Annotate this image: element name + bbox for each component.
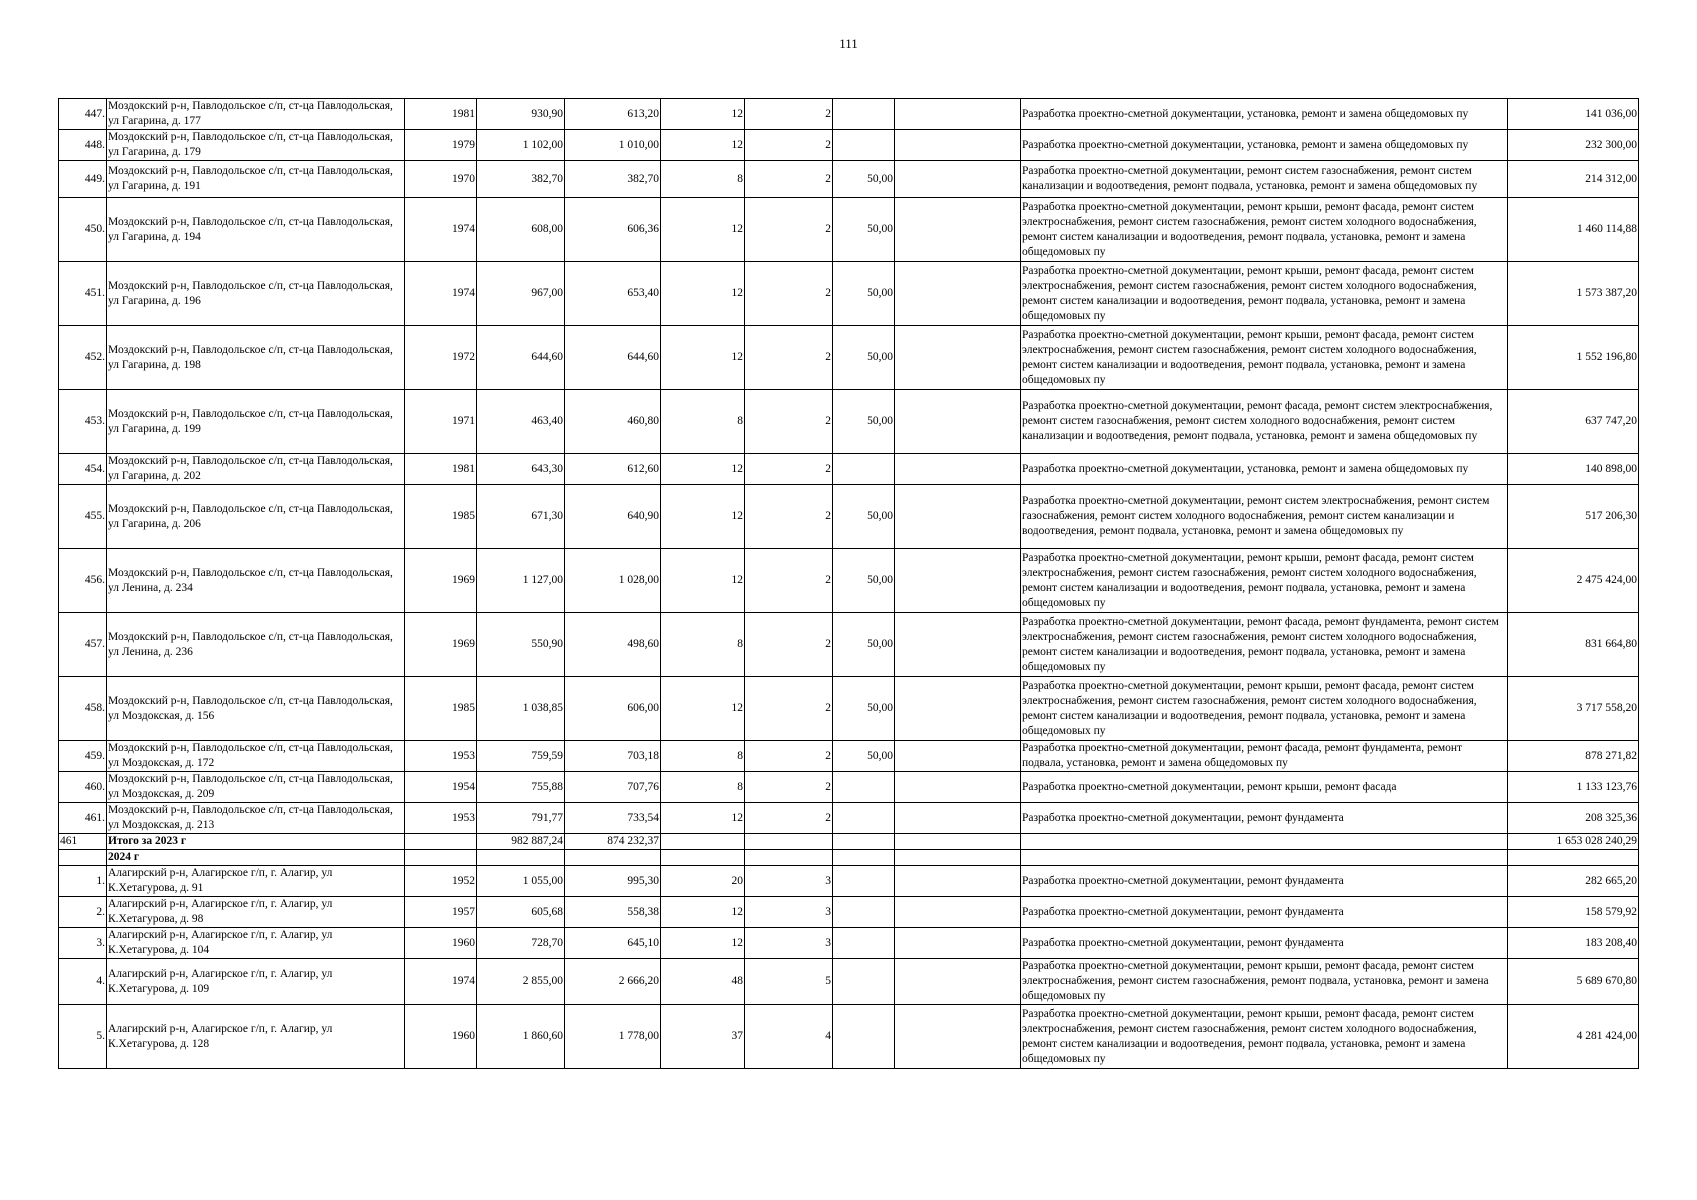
work-types: Разработка проектно-сметной документации, установка, ремонт и замена общедомовых пу — [1021, 130, 1508, 161]
percent-value: 50,00 — [833, 741, 895, 772]
year-built: 1979 — [405, 130, 477, 161]
total-area: 1 055,00 — [477, 866, 565, 897]
apartments-count: 12 — [661, 485, 745, 549]
apartments-count: 8 — [661, 772, 745, 803]
floors-count: 2 — [745, 772, 833, 803]
table-row — [59, 772, 1639, 803]
total-area: 382,70 — [477, 161, 565, 198]
cost-value: 208 325,36 — [1508, 803, 1639, 834]
table-row — [59, 866, 1639, 897]
address: Алагирский р-н, Алагирское г/п, г. Алагир, ул К.Хетагурова, д. 104 — [107, 928, 405, 959]
row-index: 453. — [59, 390, 107, 454]
total-area: 463,40 — [477, 390, 565, 454]
living-area: 498,60 — [565, 613, 661, 677]
percent-value — [833, 850, 895, 866]
year-header-row — [59, 850, 1639, 866]
table-row — [59, 741, 1639, 772]
cost-value: 158 579,92 — [1508, 897, 1639, 928]
work-types: Разработка проектно-сметной документации, установка, ремонт и замена общедомовых пу — [1021, 454, 1508, 485]
year-built: 1981 — [405, 454, 477, 485]
row-index — [59, 850, 107, 866]
percent-value: 50,00 — [833, 485, 895, 549]
apartments-count: 12 — [661, 549, 745, 613]
year-built: 1971 — [405, 390, 477, 454]
work-types — [1021, 834, 1508, 850]
living-area: 2 666,20 — [565, 959, 661, 1005]
work-types: Разработка проектно-сметной документации, ремонт фасада, ремонт фундамента, ремонт систем электроснабжения, ремонт систем газоснабжения, ремонт систем холодного водоснабжения, ремонт систем канализации и водоотведения, ремонт подвала, установка, ремонт и замена общедомовых пу — [1021, 613, 1508, 677]
apartments-count — [661, 850, 745, 866]
cost-value: 4 281 424,00 — [1508, 1005, 1639, 1069]
row-index: 454. — [59, 454, 107, 485]
floors-count: 2 — [745, 803, 833, 834]
apartments-count: 8 — [661, 390, 745, 454]
address: Моздокский р-н, Павлодольское с/п, ст-ца Павлодольская, ул Моздокская, д. 172 — [107, 741, 405, 772]
empty-cell — [895, 741, 1021, 772]
year-built: 1972 — [405, 326, 477, 390]
work-types — [1021, 850, 1508, 866]
floors-count: 3 — [745, 928, 833, 959]
address: Моздокский р-н, Павлодольское с/п, ст-ца Павлодольская, ул Гагарина, д. 198 — [107, 326, 405, 390]
table-row — [59, 677, 1639, 741]
living-area: 1 028,00 — [565, 549, 661, 613]
total-area: 605,68 — [477, 897, 565, 928]
total-row — [59, 834, 1639, 850]
cost-value: 282 665,20 — [1508, 866, 1639, 897]
work-types: Разработка проектно-сметной документации, ремонт систем электроснабжения, ремонт систем газоснабжения, ремонт систем холодного водоснабжения, ремонт систем канализации и водоотведения, ремонт подвала, установка, ремонт и замена общедомовых пу — [1021, 485, 1508, 549]
percent-value: 50,00 — [833, 326, 895, 390]
work-types: Разработка проектно-сметной документации, ремонт фундамента — [1021, 803, 1508, 834]
row-index: 448. — [59, 130, 107, 161]
percent-value: 50,00 — [833, 161, 895, 198]
address: Моздокский р-н, Павлодольское с/п, ст-ца Павлодольская, ул Гагарина, д. 202 — [107, 454, 405, 485]
row-index: 458. — [59, 677, 107, 741]
table-row — [59, 390, 1639, 454]
living-area: 707,76 — [565, 772, 661, 803]
apartments-count: 48 — [661, 959, 745, 1005]
year-built: 1969 — [405, 549, 477, 613]
total-area: 759,59 — [477, 741, 565, 772]
table-row — [59, 1005, 1639, 1069]
floors-count: 3 — [745, 866, 833, 897]
apartments-count: 12 — [661, 262, 745, 326]
year-built — [405, 850, 477, 866]
empty-cell — [895, 866, 1021, 897]
floors-count: 4 — [745, 1005, 833, 1069]
percent-value — [833, 866, 895, 897]
floors-count — [745, 850, 833, 866]
table-row — [59, 928, 1639, 959]
work-types: Разработка проектно-сметной документации, ремонт крыши, ремонт фасада, ремонт систем электроснабжения, ремонт систем газоснабжения, ремонт систем холодного водоснабжения, ремонт систем канализации и водоотведения, ремонт подвала, установка, ремонт и замена общедомовых пу — [1021, 677, 1508, 741]
empty-cell — [895, 834, 1021, 850]
cost-value: 2 475 424,00 — [1508, 549, 1639, 613]
empty-cell — [895, 959, 1021, 1005]
empty-cell — [895, 677, 1021, 741]
apartments-count — [661, 834, 745, 850]
empty-cell — [895, 850, 1021, 866]
floors-count: 5 — [745, 959, 833, 1005]
floors-count — [745, 834, 833, 850]
work-types: Разработка проектно-сметной документации, ремонт фасада, ремонт систем электроснабжения, ремонт систем газоснабжения, ремонт систем холодного водоснабжения, ремонт систем канализации и водоотведения, ремонт подвала, установка, ремонт и замена общедомовых пу — [1021, 390, 1508, 454]
year-built: 1953 — [405, 741, 477, 772]
work-types: Разработка проектно-сметной документации, ремонт фундамента — [1021, 897, 1508, 928]
work-types: Разработка проектно-сметной документации, ремонт крыши, ремонт фасада, ремонт систем электроснабжения, ремонт систем газоснабжения, ремонт систем холодного водоснабжения, ремонт систем канализации и водоотведения, ремонт подвала, установка, ремонт и замена общедомовых пу — [1021, 262, 1508, 326]
work-types: Разработка проектно-сметной документации, установка, ремонт и замена общедомовых пу — [1021, 99, 1508, 130]
repair-program-table — [58, 98, 1639, 1069]
percent-value — [833, 99, 895, 130]
cost-value: 1 653 028 240,29 — [1508, 834, 1639, 850]
table-row — [59, 161, 1639, 198]
table-row — [59, 897, 1639, 928]
empty-cell — [895, 390, 1021, 454]
total-area: 644,60 — [477, 326, 565, 390]
row-index: 459. — [59, 741, 107, 772]
total-area: 1 860,60 — [477, 1005, 565, 1069]
work-types: Разработка проектно-сметной документации, ремонт крыши, ремонт фасада — [1021, 772, 1508, 803]
percent-value — [833, 772, 895, 803]
apartments-count: 12 — [661, 803, 745, 834]
empty-cell — [895, 803, 1021, 834]
total-area: 982 887,24 — [477, 834, 565, 850]
table-row — [59, 99, 1639, 130]
cost-value: 831 664,80 — [1508, 613, 1639, 677]
year-built: 1970 — [405, 161, 477, 198]
living-area: 645,10 — [565, 928, 661, 959]
address: 2024 г — [107, 850, 405, 866]
percent-value: 50,00 — [833, 613, 895, 677]
floors-count: 2 — [745, 198, 833, 262]
cost-value: 140 898,00 — [1508, 454, 1639, 485]
year-built: 1957 — [405, 897, 477, 928]
year-built: 1974 — [405, 262, 477, 326]
percent-value — [833, 834, 895, 850]
floors-count: 2 — [745, 677, 833, 741]
address: Моздокский р-н, Павлодольское с/п, ст-ца Павлодольская, ул Ленина, д. 234 — [107, 549, 405, 613]
empty-cell — [895, 454, 1021, 485]
table-row — [59, 803, 1639, 834]
total-area: 755,88 — [477, 772, 565, 803]
apartments-count: 12 — [661, 198, 745, 262]
apartments-count: 12 — [661, 130, 745, 161]
year-built: 1954 — [405, 772, 477, 803]
floors-count: 2 — [745, 262, 833, 326]
floors-count: 2 — [745, 454, 833, 485]
row-index: 461. — [59, 803, 107, 834]
year-built: 1985 — [405, 677, 477, 741]
percent-value — [833, 1005, 895, 1069]
floors-count: 2 — [745, 485, 833, 549]
work-types: Разработка проектно-сметной документации, ремонт крыши, ремонт фасада, ремонт систем электроснабжения, ремонт систем газоснабжения, ремонт систем холодного водоснабжения, ремонт систем канализации и водоотведения, ремонт подвала, установка, ремонт и замена общедомовых пу — [1021, 326, 1508, 390]
percent-value — [833, 130, 895, 161]
table-row — [59, 326, 1639, 390]
empty-cell — [895, 897, 1021, 928]
table-row — [59, 613, 1639, 677]
cost-value: 1 460 114,88 — [1508, 198, 1639, 262]
address: Моздокский р-н, Павлодольское с/п, ст-ца Павлодольская, ул Моздокская, д. 156 — [107, 677, 405, 741]
row-index: 461 — [59, 834, 107, 850]
address: Итого за 2023 г — [107, 834, 405, 850]
total-area: 1 038,85 — [477, 677, 565, 741]
total-area: 550,90 — [477, 613, 565, 677]
cost-value — [1508, 850, 1639, 866]
empty-cell — [895, 326, 1021, 390]
living-area: 644,60 — [565, 326, 661, 390]
cost-value: 878 271,82 — [1508, 741, 1639, 772]
living-area: 460,80 — [565, 390, 661, 454]
living-area: 995,30 — [565, 866, 661, 897]
work-types: Разработка проектно-сметной документации, ремонт крыши, ремонт фасада, ремонт систем электроснабжения, ремонт систем газоснабжения, ремонт систем холодного водоснабжения, ремонт систем канализации и водоотведения, ремонт подвала, установка, ремонт и замена общедомовых пу — [1021, 198, 1508, 262]
total-area: 1 127,00 — [477, 549, 565, 613]
percent-value — [833, 928, 895, 959]
year-built: 1969 — [405, 613, 477, 677]
cost-value: 3 717 558,20 — [1508, 677, 1639, 741]
empty-cell — [895, 613, 1021, 677]
address: Моздокский р-н, Павлодольское с/п, ст-ца Павлодольская, ул Гагарина, д. 206 — [107, 485, 405, 549]
row-index: 3. — [59, 928, 107, 959]
row-index: 450. — [59, 198, 107, 262]
table-body — [59, 99, 1639, 1069]
row-index: 2. — [59, 897, 107, 928]
cost-value: 1 133 123,76 — [1508, 772, 1639, 803]
apartments-count: 8 — [661, 161, 745, 198]
cost-value: 1 573 387,20 — [1508, 262, 1639, 326]
apartments-count: 20 — [661, 866, 745, 897]
living-area: 1 010,00 — [565, 130, 661, 161]
year-built: 1953 — [405, 803, 477, 834]
cost-value: 517 206,30 — [1508, 485, 1639, 549]
work-types: Разработка проектно-сметной документации, ремонт фундамента — [1021, 866, 1508, 897]
empty-cell — [895, 485, 1021, 549]
year-built: 1985 — [405, 485, 477, 549]
apartments-count: 12 — [661, 99, 745, 130]
work-types: Разработка проектно-сметной документации, ремонт систем газоснабжения, ремонт систем канализации и водоотведения, ремонт подвала, установка, ремонт и замена общедомовых пу — [1021, 161, 1508, 198]
empty-cell — [895, 99, 1021, 130]
total-area: 1 102,00 — [477, 130, 565, 161]
percent-value — [833, 897, 895, 928]
living-area: 558,38 — [565, 897, 661, 928]
empty-cell — [895, 928, 1021, 959]
table-row — [59, 549, 1639, 613]
address: Алагирский р-н, Алагирское г/п, г. Алагир, ул К.Хетагурова, д. 91 — [107, 866, 405, 897]
address: Моздокский р-н, Павлодольское с/п, ст-ца Павлодольская, ул Гагарина, д. 196 — [107, 262, 405, 326]
living-area: 640,90 — [565, 485, 661, 549]
apartments-count: 12 — [661, 326, 745, 390]
cost-value: 214 312,00 — [1508, 161, 1639, 198]
apartments-count: 37 — [661, 1005, 745, 1069]
percent-value: 50,00 — [833, 198, 895, 262]
row-index: 451. — [59, 262, 107, 326]
percent-value — [833, 803, 895, 834]
row-index: 460. — [59, 772, 107, 803]
year-built: 1974 — [405, 198, 477, 262]
living-area: 1 778,00 — [565, 1005, 661, 1069]
floors-count: 2 — [745, 390, 833, 454]
address: Моздокский р-н, Павлодольское с/п, ст-ца Павлодольская, ул Гагарина, д. 179 — [107, 130, 405, 161]
living-area — [565, 850, 661, 866]
work-types: Разработка проектно-сметной документации, ремонт крыши, ремонт фасада, ремонт систем электроснабжения, ремонт систем газоснабжения, ремонт систем холодного водоснабжения, ремонт систем канализации и водоотведения, ремонт подвала, установка, ремонт и замена общедомовых пу — [1021, 549, 1508, 613]
empty-cell — [895, 1005, 1021, 1069]
floors-count: 2 — [745, 549, 833, 613]
year-built: 1960 — [405, 1005, 477, 1069]
floors-count: 2 — [745, 99, 833, 130]
living-area: 606,36 — [565, 198, 661, 262]
table-row — [59, 959, 1639, 1005]
apartments-count: 12 — [661, 897, 745, 928]
empty-cell — [895, 161, 1021, 198]
address: Алагирский р-н, Алагирское г/п, г. Алагир, ул К.Хетагурова, д. 128 — [107, 1005, 405, 1069]
address: Моздокский р-н, Павлодольское с/п, ст-ца Павлодольская, ул Гагарина, д. 191 — [107, 161, 405, 198]
cost-value: 637 747,20 — [1508, 390, 1639, 454]
table-row — [59, 454, 1639, 485]
cost-value: 1 552 196,80 — [1508, 326, 1639, 390]
total-area: 967,00 — [477, 262, 565, 326]
work-types: Разработка проектно-сметной документации, ремонт фундамента — [1021, 928, 1508, 959]
percent-value — [833, 959, 895, 1005]
year-built: 1960 — [405, 928, 477, 959]
work-types: Разработка проектно-сметной документации, ремонт крыши, ремонт фасада, ремонт систем электроснабжения, ремонт систем газоснабжения, ремонт систем холодного водоснабжения, ремонт систем канализации и водоотведения, ремонт подвала, установка, ремонт и замена общедомовых пу — [1021, 1005, 1508, 1069]
table-row — [59, 198, 1639, 262]
total-area: 643,30 — [477, 454, 565, 485]
floors-count: 2 — [745, 130, 833, 161]
living-area: 612,60 — [565, 454, 661, 485]
apartments-count: 8 — [661, 613, 745, 677]
year-built: 1981 — [405, 99, 477, 130]
apartments-count: 12 — [661, 454, 745, 485]
percent-value: 50,00 — [833, 390, 895, 454]
floors-count: 2 — [745, 326, 833, 390]
table-row — [59, 262, 1639, 326]
floors-count: 2 — [745, 613, 833, 677]
address: Моздокский р-н, Павлодольское с/п, ст-ца Павлодольская, ул Моздокская, д. 209 — [107, 772, 405, 803]
row-index: 4. — [59, 959, 107, 1005]
empty-cell — [895, 772, 1021, 803]
address: Алагирский р-н, Алагирское г/п, г. Алагир, ул К.Хетагурова, д. 98 — [107, 897, 405, 928]
year-built: 1952 — [405, 866, 477, 897]
row-index: 449. — [59, 161, 107, 198]
table-row — [59, 130, 1639, 161]
living-area: 703,18 — [565, 741, 661, 772]
living-area: 874 232,37 — [565, 834, 661, 850]
apartments-count: 12 — [661, 928, 745, 959]
living-area: 653,40 — [565, 262, 661, 326]
cost-value: 232 300,00 — [1508, 130, 1639, 161]
address: Моздокский р-н, Павлодольское с/п, ст-ца Павлодольская, ул Ленина, д. 236 — [107, 613, 405, 677]
row-index: 447. — [59, 99, 107, 130]
total-area: 728,70 — [477, 928, 565, 959]
address: Моздокский р-н, Павлодольское с/п, ст-ца Павлодольская, ул Моздокская, д. 213 — [107, 803, 405, 834]
total-area: 608,00 — [477, 198, 565, 262]
floors-count: 3 — [745, 897, 833, 928]
address: Моздокский р-н, Павлодольское с/п, ст-ца Павлодольская, ул Гагарина, д. 199 — [107, 390, 405, 454]
table-row — [59, 485, 1639, 549]
empty-cell — [895, 549, 1021, 613]
row-index: 5. — [59, 1005, 107, 1069]
empty-cell — [895, 130, 1021, 161]
cost-value: 183 208,40 — [1508, 928, 1639, 959]
living-area: 382,70 — [565, 161, 661, 198]
address: Моздокский р-н, Павлодольское с/п, ст-ца Павлодольская, ул Гагарина, д. 194 — [107, 198, 405, 262]
empty-cell — [895, 198, 1021, 262]
page-number: 111 — [839, 36, 858, 51]
row-index: 452. — [59, 326, 107, 390]
living-area: 606,00 — [565, 677, 661, 741]
total-area: 2 855,00 — [477, 959, 565, 1005]
address: Моздокский р-н, Павлодольское с/п, ст-ца Павлодольская, ул Гагарина, д. 177 — [107, 99, 405, 130]
apartments-count: 12 — [661, 677, 745, 741]
total-area: 930,90 — [477, 99, 565, 130]
year-built — [405, 834, 477, 850]
living-area: 733,54 — [565, 803, 661, 834]
row-index: 1. — [59, 866, 107, 897]
address: Алагирский р-н, Алагирское г/п, г. Алагир, ул К.Хетагурова, д. 109 — [107, 959, 405, 1005]
work-types: Разработка проектно-сметной документации, ремонт крыши, ремонт фасада, ремонт систем электроснабжения, ремонт систем газоснабжения, ремонт подвала, установка, ремонт и замена общедомовых пу — [1021, 959, 1508, 1005]
total-area: 671,30 — [477, 485, 565, 549]
total-area — [477, 850, 565, 866]
percent-value: 50,00 — [833, 677, 895, 741]
row-index: 455. — [59, 485, 107, 549]
row-index: 456. — [59, 549, 107, 613]
percent-value — [833, 454, 895, 485]
empty-cell — [895, 262, 1021, 326]
apartments-count: 8 — [661, 741, 745, 772]
cost-value: 141 036,00 — [1508, 99, 1639, 130]
floors-count: 2 — [745, 161, 833, 198]
total-area: 791,77 — [477, 803, 565, 834]
percent-value: 50,00 — [833, 262, 895, 326]
floors-count: 2 — [745, 741, 833, 772]
percent-value: 50,00 — [833, 549, 895, 613]
work-types: Разработка проектно-сметной документации, ремонт фасада, ремонт фундамента, ремонт подвала, установка, ремонт и замена общедомовых пу — [1021, 741, 1508, 772]
year-built: 1974 — [405, 959, 477, 1005]
living-area: 613,20 — [565, 99, 661, 130]
cost-value: 5 689 670,80 — [1508, 959, 1639, 1005]
row-index: 457. — [59, 613, 107, 677]
